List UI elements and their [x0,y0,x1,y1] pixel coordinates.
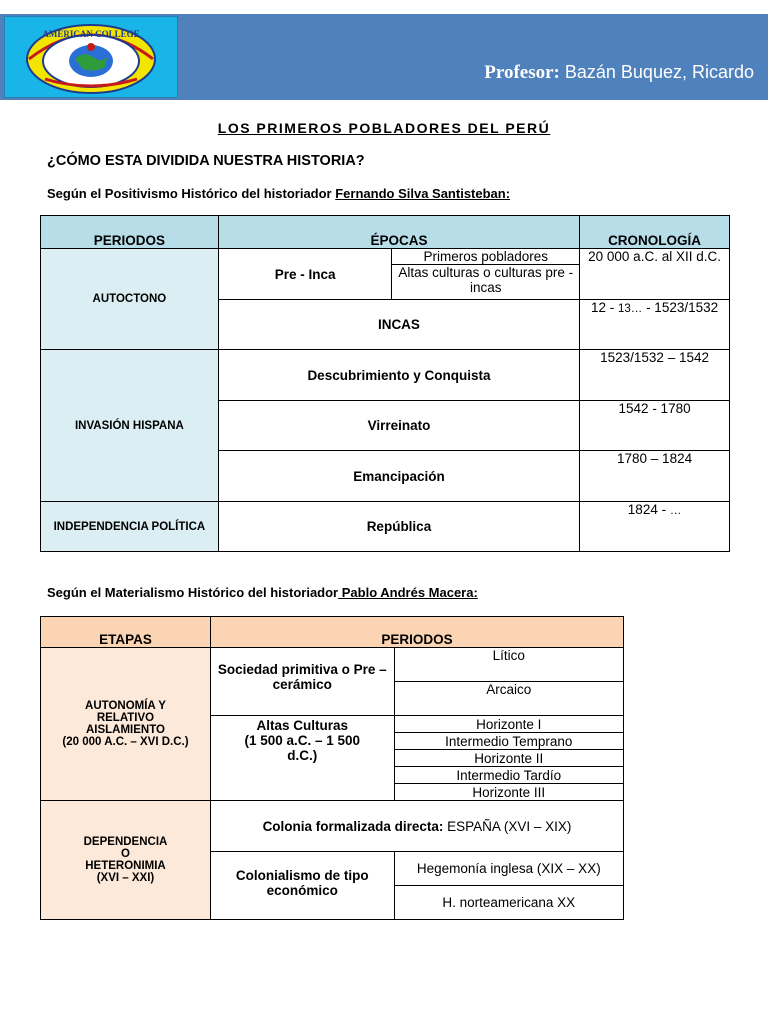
sub-hegemonia-norteamericana: H. norteamericana XX [394,886,623,920]
crono-rep-a: 1824 - [627,502,670,517]
crono-incas-c: - 1523/1532 [642,300,719,315]
main-question: ¿CÓMO ESTA DIVIDIDA NUESTRA HISTORIA? [47,153,365,169]
colonia-value: ESPAÑA (XVI – XIX) [443,818,572,834]
crono-descubrimiento: 1523/1532 – 1542 [580,350,730,401]
crono-incas-b: 13… [618,303,643,315]
table-row [41,502,730,552]
header-banner [0,14,768,100]
sub-arcaico: Arcaico [394,682,623,716]
periodo-altas-culturas-label: Altas Culturas [256,718,349,733]
epoca-incas: INCAS [218,300,579,350]
etapa-dependencia [41,801,211,920]
professor-line [484,62,754,84]
colonia-label: Colonia formalizada directa: [262,818,444,834]
epoca-pre-inca: Pre - Inca [218,249,392,300]
professor-label: Profesor: [484,62,560,83]
table-row [41,801,624,852]
table2-header-row [41,617,624,648]
periodo-sociedad-primitiva: Sociedad primitiva o Pre – cerámico [210,648,394,716]
logo-emblem [5,17,177,97]
table-row [41,648,624,682]
crono-virreinato: 1542 - 1780 [580,401,730,451]
section2-author: Pablo Andrés Macera: [338,585,478,600]
sub-horizonte-2: Horizonte II [394,750,623,767]
header-periodos: PERIODOS [41,216,219,249]
crono-emancipacion: 1780 – 1824 [580,451,730,502]
periodo-altas-culturas [210,716,394,801]
school-logo [4,16,178,98]
section2-intro-text: Según el Materialismo Histórico del historiador [47,585,339,600]
header-epocas: ÉPOCAS [218,216,579,249]
periodo-colonialismo: Colonialismo de tipo económico [210,852,394,920]
crono-rep-b: … [669,505,682,517]
etapa-autonomia [41,648,211,801]
crono-republica [580,502,730,552]
header-cronologia: CRONOLOGÍA [580,216,730,249]
section1-author: Fernando Silva Santisteban: [335,186,511,201]
etapa-dependencia-label: DEPENDENCIA O HETERONIMIA [83,836,168,872]
table-row [41,350,730,401]
sub-litico: Lítico [394,648,623,682]
section1-intro-text: Según el Positivismo Histórico del historiador [47,186,336,201]
professor-name: Bazán Buquez, Ricardo [559,62,754,82]
table-materialismo [40,616,624,920]
header-periodos-2: PERIODOS [210,617,623,648]
etapa-autonomia-fecha: (20 000 A.C. – XVI D.C.) [62,736,189,748]
etapa-dependencia-fecha: (XVI – XXI) [96,872,155,884]
sub-horizonte-3: Horizonte III [394,784,623,801]
sub-intermedio-tardio: Intermedio Tardío [394,767,623,784]
page-title: LOS PRIMEROS POBLADORES DEL PERÚ [217,120,551,136]
crono-incas [580,300,730,350]
logo-text: AMERICAN COLLEGE [42,29,140,39]
epoca-republica: República [218,502,579,552]
section2-intro [47,585,478,600]
table1-header-row [41,216,730,249]
crono-pre-inca: 20 000 a.C. al XII d.C. [580,249,730,300]
sub-hegemonia-inglesa: Hegemonía inglesa (XIX – XX) [394,852,623,886]
sub-altas-culturas: Altas culturas o culturas pre - incas [392,265,580,300]
period-autoctono: AUTOCTONO [41,249,219,350]
crono-incas-a: 12 - [590,300,615,315]
periodo-colonia [210,801,623,852]
period-independencia: INDEPENDENCIA POLÍTICA [41,502,219,552]
epoca-emancipacion: Emancipación [218,451,579,502]
table-positivismo [40,215,730,552]
sub-intermedio-temprano: Intermedio Temprano [394,733,623,750]
periodo-altas-culturas-fecha: (1 500 a.C. – 1 500 d.C.) [244,733,361,763]
epoca-descubrimiento: Descubrimiento y Conquista [218,350,579,401]
sub-primeros-pobladores: Primeros pobladores [392,249,580,265]
etapa-autonomia-label: AUTONOMÍA Y RELATIVO AISLAMIENTO [85,700,166,736]
section1-intro [47,186,510,201]
sub-horizonte-1: Horizonte I [394,716,623,733]
epoca-virreinato: Virreinato [218,401,579,451]
table-row [41,249,730,265]
period-invasion-hispana: INVASIÓN HISPANA [41,350,219,502]
header-etapas: ETAPAS [41,617,211,648]
